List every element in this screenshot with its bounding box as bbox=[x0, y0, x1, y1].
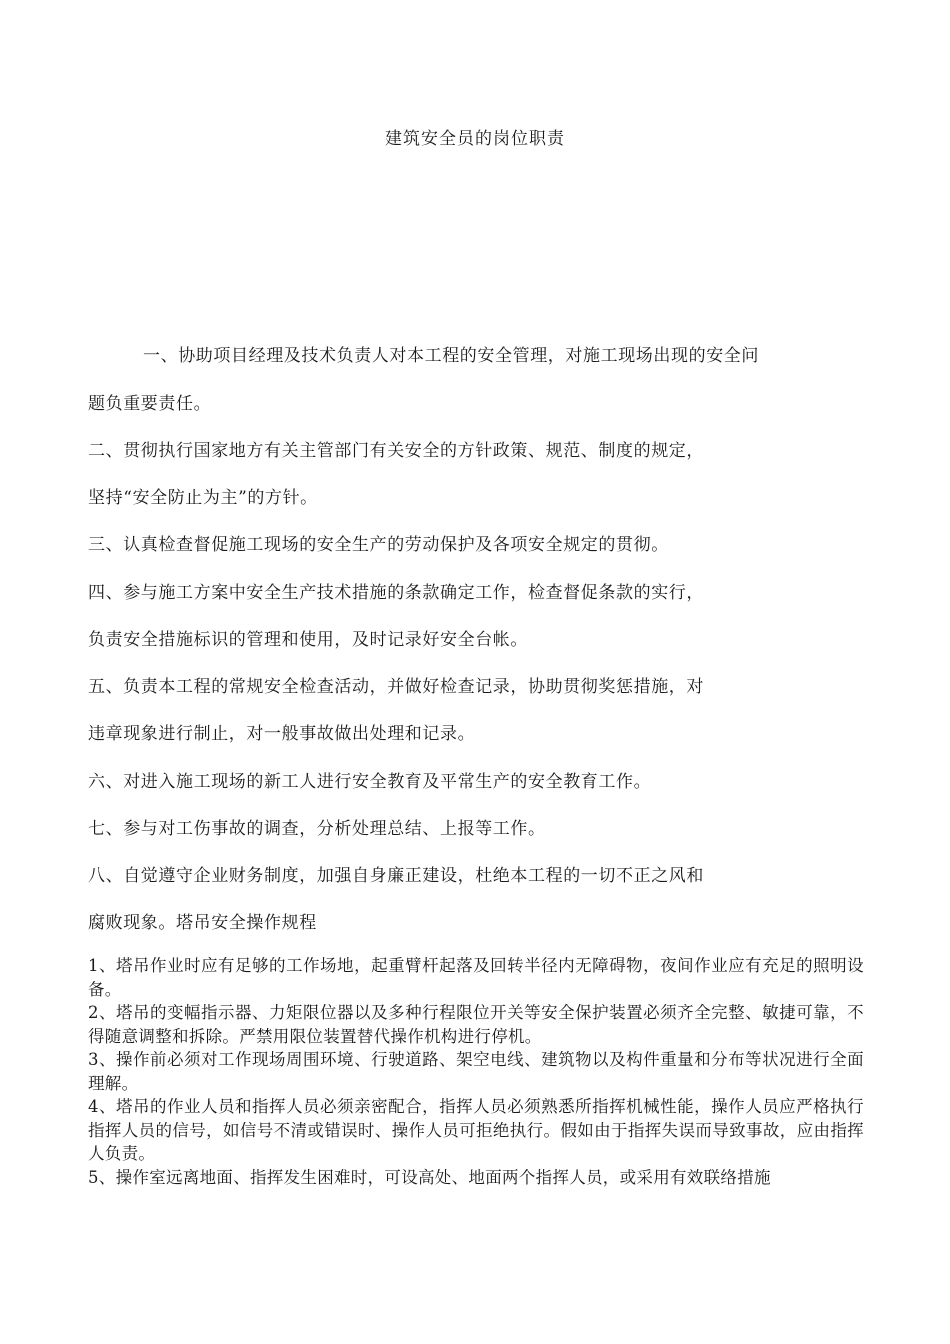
duty-line: 四、参与施工方案中安全生产技术措施的条款确定工作，检查督促条款的实行， bbox=[88, 583, 704, 603]
rule-item: 5、操作室远离地面、指挥发生困难时，可设高处、地面两个指挥人员，或采用有效联络措施 bbox=[88, 1167, 771, 1187]
duty-line: 八、自觉遵守企业财务制度，加强自身廉正建设，杜绝本工程的一切不正之风和 bbox=[88, 866, 704, 886]
rule-item: 4、塔吊的作业人员和指挥人员必须亲密配合，指挥人员必须熟悉所指挥机械性能，操作人员应严格执行指挥人员的信号，如信号不清或错误时、操作人员可拒绝执行。假如由于指挥失误而导致事故，应由指挥人负责。 bbox=[88, 1097, 864, 1163]
rule-item: 1、塔吊作业时应有足够的工作场地，起重臂杆起落及回转半径内无障碍物，夜间作业应有充足的照明设备。 bbox=[88, 956, 864, 999]
duty-line: 一、协助项目经理及技术负责人对本工程的安全管理，对施工现场出现的安全问 bbox=[143, 346, 759, 366]
duty-line: 违章现象进行制止，对一般事故做出处理和记录。 bbox=[88, 724, 476, 744]
duty-line: 腐败现象。塔吊安全操作规程 bbox=[88, 913, 317, 933]
duty-line: 坚持“安全防止为主”的方针。 bbox=[88, 488, 318, 508]
rule-item: 2、塔吊的变幅指示器、力矩限位器以及多种行程限位开关等安全保护装置必须齐全完整、敏捷可靠，不得随意调整和拆除。严禁用限位装置替代操作机构进行停机。 bbox=[88, 1003, 864, 1046]
duty-line: 六、对进入施工现场的新工人进行安全教育及平常生产的安全教育工作。 bbox=[88, 772, 652, 792]
duty-line: 五、负责本工程的常规安全检查活动，并做好检查记录，协助贯彻奖惩措施，对 bbox=[88, 677, 704, 697]
duty-line: 三、认真检查督促施工现场的安全生产的劳动保护及各项安全规定的贯彻。 bbox=[88, 535, 669, 555]
crane-rules-list bbox=[88, 954, 864, 1189]
duty-line: 题负重要责任。 bbox=[88, 394, 212, 414]
rule-item: 3、操作前必须对工作现场周围环境、行驶道路、架空电线、建筑物以及构件重量和分布等状况进行全面理解。 bbox=[88, 1050, 864, 1093]
duty-line: 二、贯彻执行国家地方有关主管部门有关安全的方针政策、规范、制度的规定， bbox=[88, 441, 704, 461]
duty-line: 七、参与对工伤事故的调查，分析处理总结、上报等工作。 bbox=[88, 819, 546, 839]
document-title: 建筑安全员的岗位职责 bbox=[385, 129, 565, 149]
duty-line: 负责安全措施标识的管理和使用，及时记录好安全台帐。 bbox=[88, 630, 528, 650]
